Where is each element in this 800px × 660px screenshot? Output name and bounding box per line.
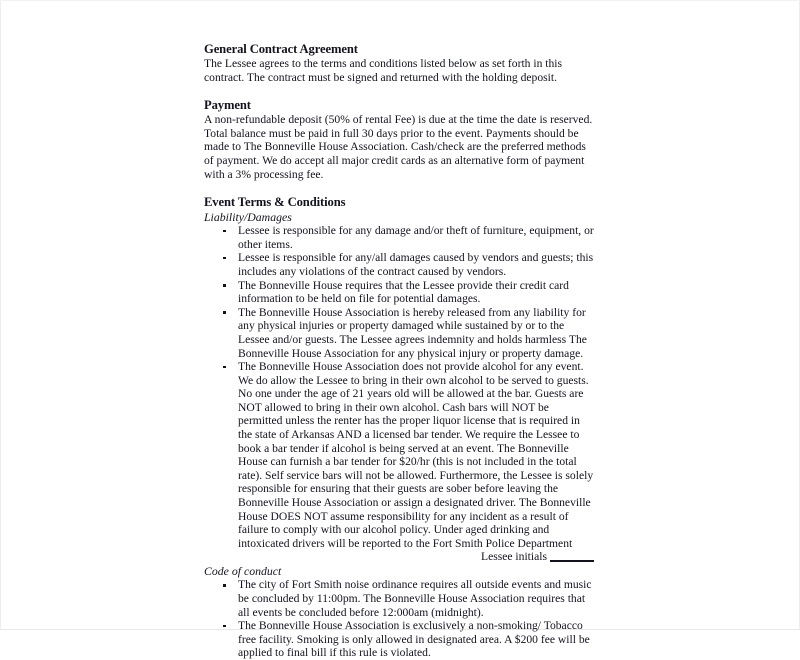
list-item: The city of Fort Smith noise ordinance requires all outside events and music be concluded by 11:00pm. The Bonneville House Association requires that all events be concluded before 12:000am (midnight). bbox=[204, 578, 594, 619]
lessee-initials-field[interactable] bbox=[204, 550, 594, 564]
list-item: The Bonneville House Association does not provide alcohol for any event. We do allow the Lessee to bring in their own alcohol to be served to guests. No one under the age of 21 years old will be allowed at the bar. Guests are NOT allowed to bring in their own alcohol. Cash bars will NOT be permitted unless the renter has the proper liquor license that is required in the state of Arkansas AND a licensed bar tender. We require the Lessee to book a bar tender if alcohol is being served at an event. The Bonneville House can furnish a bar tender for $20/hr (this is not included in the total rate). Self service bars will not be allowed. Furthermore, the Lessee is solely responsible for ensuring that their guests are sober before leaving the Bonneville House Association or assign a designated driver. The Bonneville House DOES NOT assume responsibility for any incident as a result of failure to comply with our alcohol policy. Under aged drinking and intoxicated drivers will be reported to the Fort Smith Police Department bbox=[204, 360, 594, 550]
general-agreement-paragraph: The Lessee agrees to the terms and conditions listed below as set forth in this contract. The contract must be signed and returned with the holding deposit. bbox=[204, 57, 563, 84]
liability-subheading: Liability/Damages bbox=[204, 210, 292, 225]
code-of-conduct-list bbox=[204, 578, 594, 660]
liability-damages-list bbox=[204, 224, 594, 550]
document-body bbox=[204, 42, 594, 660]
payment-paragraph: A non-refundable deposit (50% of rental Fee) is due at the time the date is reserved. Total balance must be paid in full 30 days prior to the event. Payments should be made to The Bonneville House Association. Cash/check are the preferred methods of payment. We do accept all major credit cards as an alternative form of payment with a 3% processing fee. bbox=[204, 113, 593, 181]
code-of-conduct-subheading: Code of conduct bbox=[204, 564, 282, 579]
list-item: The Bonneville House Association is exclusively a non-smoking/ Tobacco free facility. Smoking is only allowed in designated area. A $200 fee will be applied to final bill if this rule is violated. bbox=[204, 619, 594, 660]
event-terms-heading: Event Terms & Conditions bbox=[204, 195, 346, 210]
list-item: The Bonneville House requires that the Lessee provide their credit card information to be held on file for potential damages. bbox=[204, 279, 594, 306]
page-title: General Contract Agreement bbox=[204, 42, 358, 56]
list-item: The Bonneville House Association is hereby released from any liability for any physical injuries or property damaged while sustained by or to the Lessee and/or guests. The Lessee agrees indemnity and holds harmless The Bonneville House Association for any physical injury or property damage. bbox=[204, 306, 594, 360]
list-item: Lessee is responsible for any/all damages caused by vendors and guests; this includes any violations of the contract caused by vendors. bbox=[204, 251, 594, 278]
signature-line[interactable] bbox=[550, 560, 594, 562]
payment-heading: Payment bbox=[204, 98, 251, 113]
lessee-initials-label: Lessee initials bbox=[480, 550, 547, 564]
list-item: Lessee is responsible for any damage and/or theft of furniture, equipment, or other items. bbox=[204, 224, 594, 251]
